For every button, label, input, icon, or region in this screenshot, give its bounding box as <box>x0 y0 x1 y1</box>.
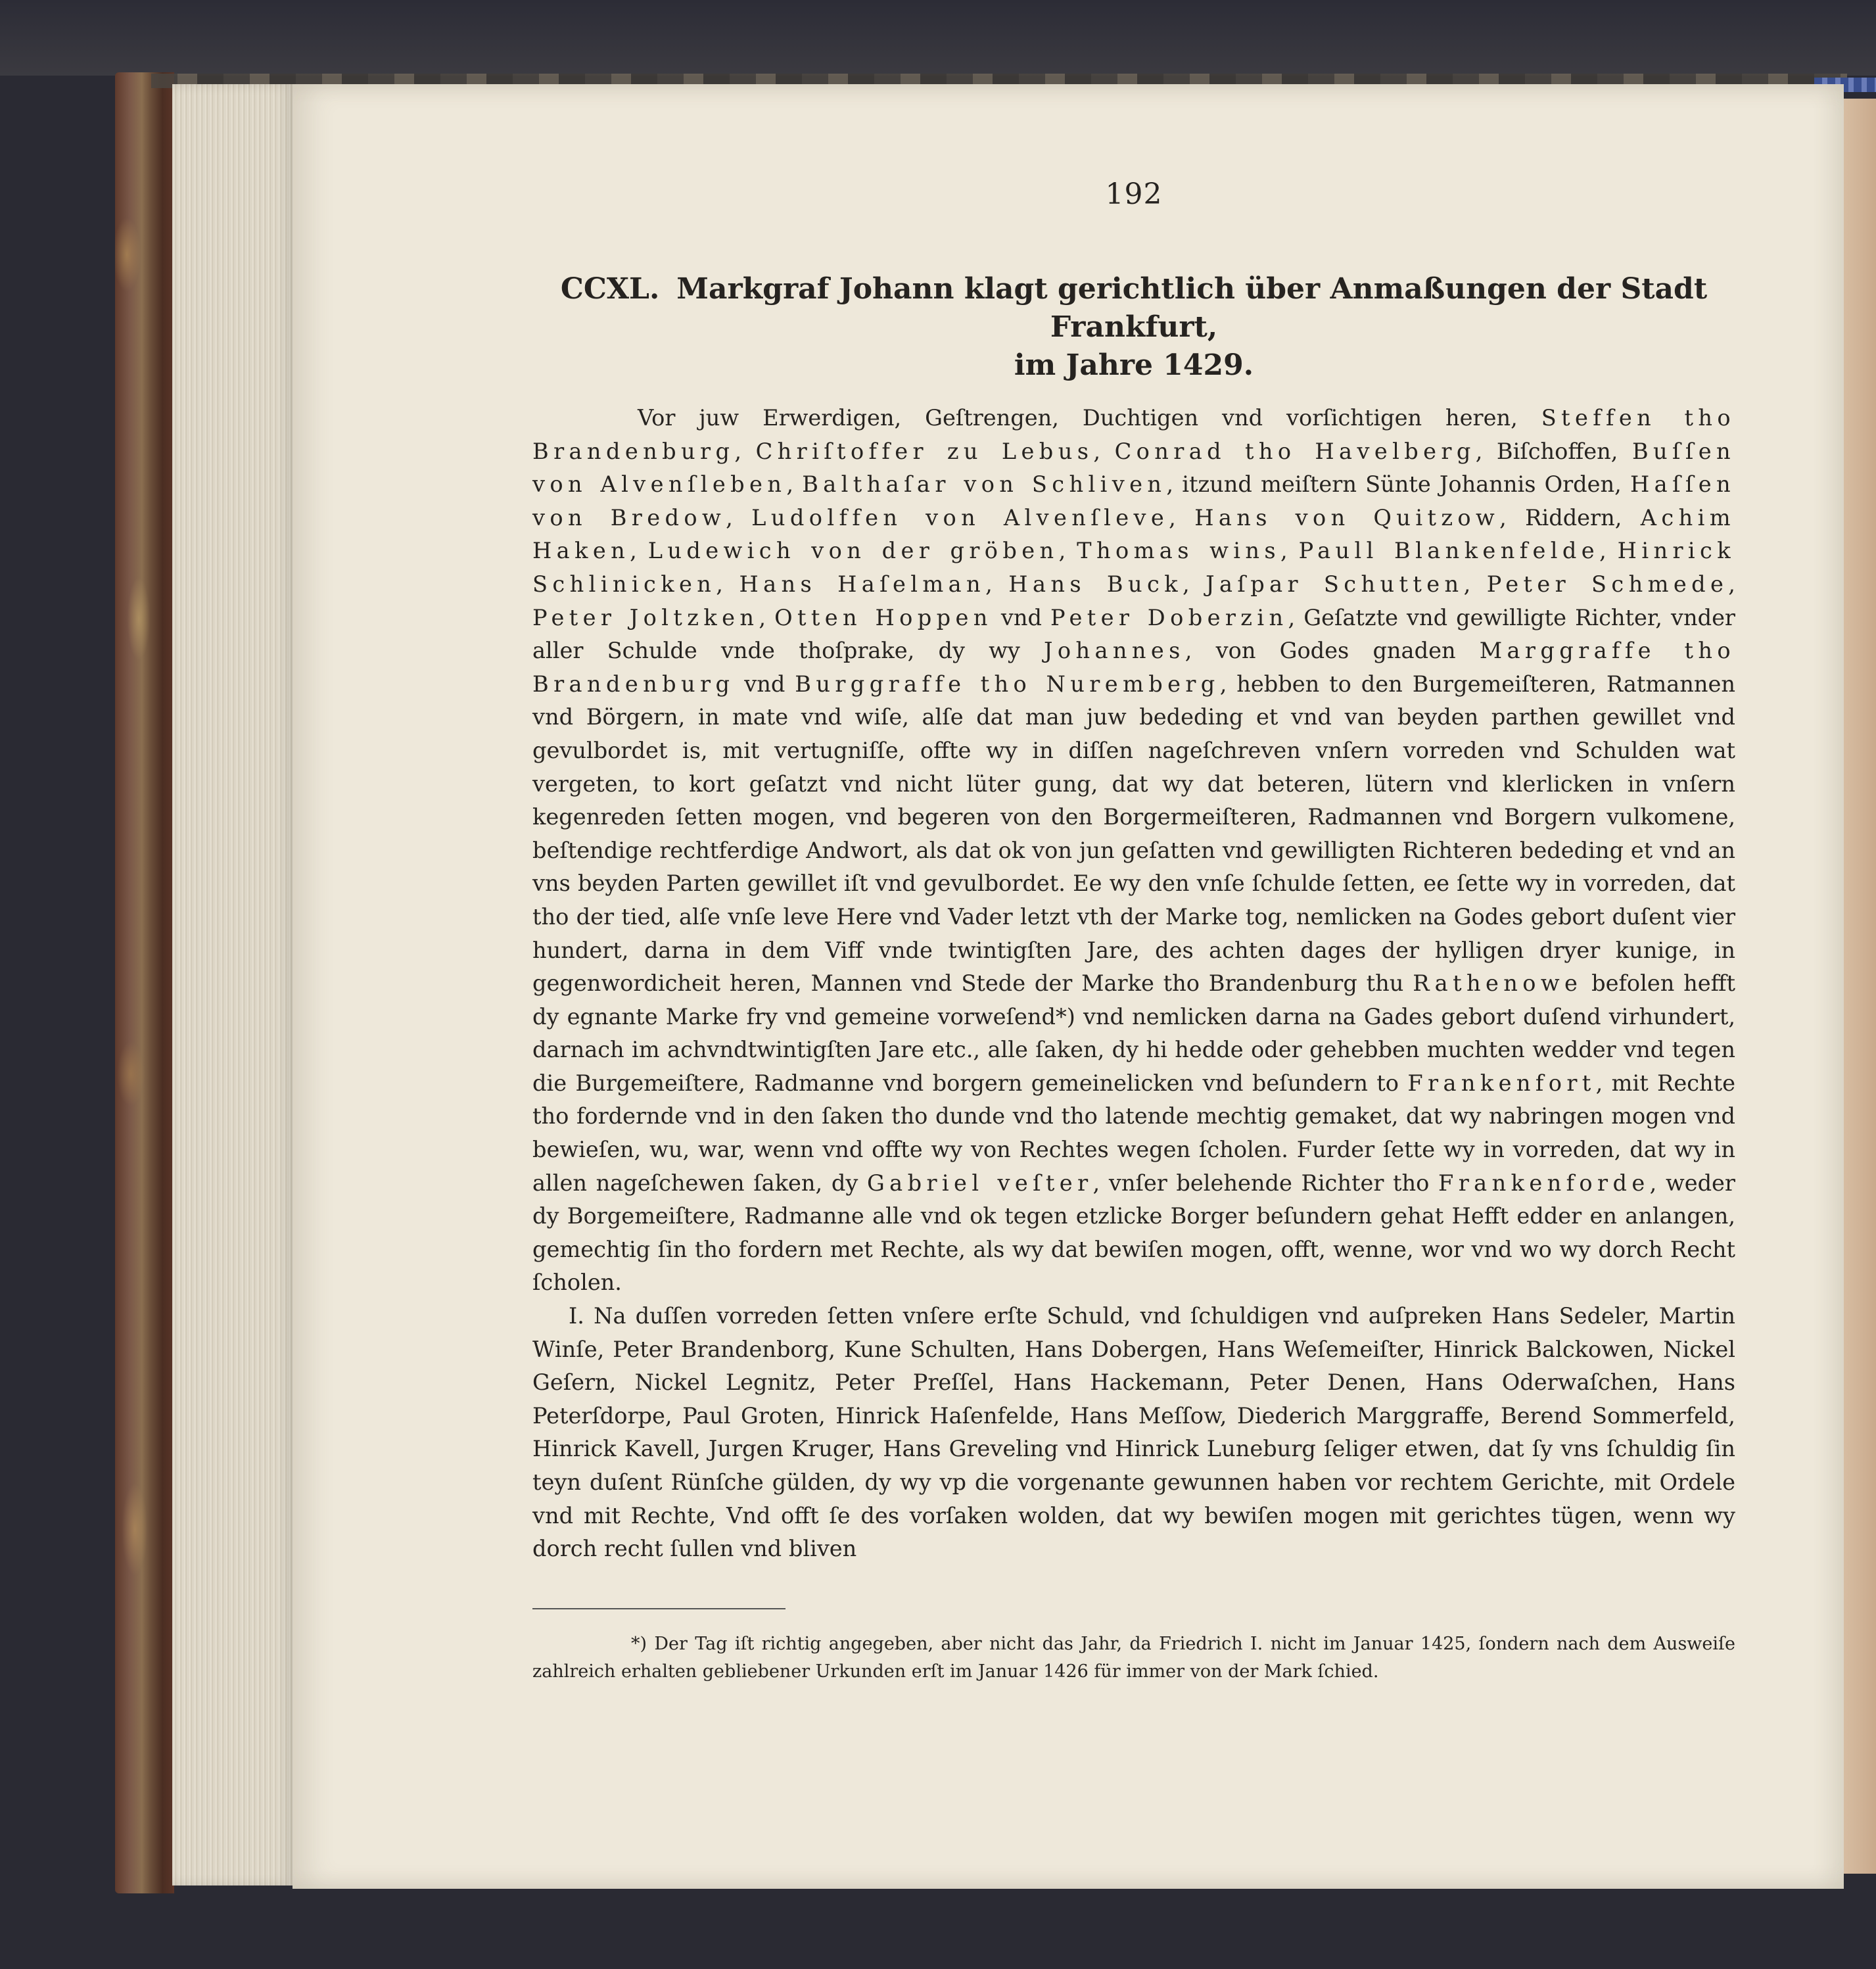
document-body <box>532 402 1735 1566</box>
name-spaced: Johannes <box>1043 638 1185 664</box>
scan-backdrop <box>0 0 1876 76</box>
text-run: , itzund meiſtern Sünte Johannis Orden, <box>1166 471 1630 498</box>
footnote-divider <box>532 1608 786 1609</box>
name-spaced: Burggraffe tho Nuremberg <box>795 671 1220 697</box>
text-run: , <box>759 604 775 630</box>
name-spaced: Frankenfort <box>1407 1070 1596 1096</box>
text-run: , <box>1169 504 1195 531</box>
text-run: , <box>1280 538 1299 564</box>
text-run: , weder dy Borgemeiſtere, Radmanne alle vnd ok tegen etzlicke Borger beſundern gehat Hefft edder en anlangen, gemechtig ſin tho fordern met Rechte, als wy dat bewiſen mogen, offt, wenne, wor vnd wo wy dorch Recht ſcholen. <box>532 1170 1735 1296</box>
text-run: , von Godes gnaden <box>1184 638 1480 664</box>
footnote: *) Der Tag iſt richtig angegeben, aber nicht das Jahr, da Friedrich I. nicht im Januar 1425, ſondern nach dem Ausweiſe zahlreich erhalten gebliebener Urkunden erſt im Januar 1426 für immer von der Mark ſchied. <box>532 1633 1735 1682</box>
name-spaced: Haſſen von Bredow <box>532 471 1736 531</box>
name-spaced: Peter Schmede <box>1486 571 1729 597</box>
text-run: Vor juw Erwerdigen, Geſtrengen, Duchtigen vnd vorſichtigen heren, <box>638 405 1541 431</box>
text-run: , <box>786 471 803 498</box>
name-spaced: Gabriel veſter <box>866 1170 1093 1196</box>
text-run: , <box>985 571 1009 597</box>
text-run: , mit Rechte tho fordernde vnd in den ſaken tho dunde vnd tho latende mechtig gemaket, dat wy nabringen mogen vnd bewieſen, wu, war, wenn vnd offte wy von Rechtes wegen ſcholen. Furder ſette wy in vorreden, dat wy in allen nageſchewen ſaken, dy <box>532 1070 1736 1196</box>
text-run: vnd <box>734 671 795 697</box>
name-spaced: Frankenforde <box>1438 1170 1650 1196</box>
text-run: , <box>716 571 739 597</box>
name-spaced: Rathenowe <box>1413 970 1583 997</box>
name-spaced: Paull Blankenfelde <box>1298 538 1600 564</box>
text-run: , <box>1463 571 1487 597</box>
name-spaced: Otten Hoppen <box>774 604 993 630</box>
name-spaced: Balthaſar von Schliven <box>802 471 1167 498</box>
text-run: , Biſchoffen, <box>1475 438 1632 464</box>
text-run: , Riddern, <box>1499 504 1641 531</box>
text-run: , vnſer belehende Richter tho <box>1092 1170 1439 1196</box>
page-number: 192 <box>1105 178 1163 211</box>
text-run: , <box>726 504 752 531</box>
paragraph-1 <box>532 402 1735 1300</box>
name-spaced: Hans von Quitzow <box>1194 504 1500 531</box>
name-spaced: Chriſtoffer zu Lebus <box>755 438 1094 464</box>
text-run: , <box>734 438 756 464</box>
name-spaced: Ludolffen von Alvenſleve <box>751 504 1169 531</box>
marbled-cover <box>115 72 154 1893</box>
document-heading <box>532 270 1735 385</box>
name-spaced: Thomas wins <box>1077 538 1281 564</box>
heading-line-2: im Jahre 1429. <box>1014 348 1254 382</box>
heading-line-1 <box>532 270 1735 346</box>
name-spaced: Peter Doberzin <box>1050 604 1288 630</box>
name-spaced: Buſſen von Alvenſleben <box>532 438 1735 498</box>
name-spaced: Peter Joltzken <box>532 604 759 630</box>
name-spaced: Hans Buck <box>1008 571 1183 597</box>
text-run: , hebben to den Burgemeiſteren, Ratmannen vnd Börgern, in mate vnd wiſe, alſe dat man juw bededing et vnd van beyden parthen gewillet vnd gevulbordet is, mit vertugniſſe, offte wy in diſſen nageſchreven vnſern vorreden vnd Schulden wat vergeten, to kort geſatzt vnd nicht lüter gung, dat wy dat beteren, lütern vnd klerlicken in vnſern kegenreden ſetten mogen, vnd begeren von den Borgermeiſteren, Radmannen vnd Borgern vulkomene, beſtendige rechtferdige Andwort, als dat ok von jun geſatten vnd gewilligten Richteren bededing et vnd an vns beyden Parten gewillet iſt vnd gevulbordet. Ee wy den vnſe ſchulde ſetten, ee ſette wy in vorreden, dat tho der tied, alſe vnſe leve Here vnd Vader letzt vth der Marke tog, nemlicken na Godes gebort duſent vier hundert, darna in dem Viff vnde twintigſten Jare, des achten dages der hylligen dryer kunige, in gegenwordicheit heren, Mannen vnd Stede der Marke tho Brandenburg thu <box>532 671 1735 997</box>
name-spaced: Ludewich von der gröben <box>647 538 1059 564</box>
text-run: befolen hefft dy egnante Marke fry vnd gemeine vorweſend*) vnd nemlicken darna na Gades gebort duſend virhundert, darnach im achvndtwintigſten Jare etc., alle ſaken, dy hi hedde oder gehebben muchten wedder vnd tegen die Burgemeiſtere, Radmanne vnd borgern gemeinelicken vnd beſundern to <box>532 970 1735 1096</box>
name-spaced: Jaſpar Schutten <box>1206 571 1464 597</box>
page-content <box>532 158 1735 1686</box>
name-spaced: Marggraffe tho Brandenburg <box>532 638 1735 697</box>
text-run: , <box>1182 571 1206 597</box>
name-spaced: Hans Haſelman <box>739 571 986 597</box>
text-run: , <box>1058 538 1077 564</box>
text-run: , <box>1728 571 1735 597</box>
text-run: , <box>1599 538 1618 564</box>
page-stack-edges <box>172 84 294 1886</box>
text-run: vnd <box>992 604 1051 630</box>
heading-title: Markgraf Johann klagt gerichtlich über Anmaßungen der Stadt Frankfurt, <box>676 272 1708 344</box>
document-number: CCXL. <box>560 272 660 306</box>
name-spaced: Conrad tho Havelberg <box>1114 438 1476 464</box>
name-spaced: Achim Haken <box>532 504 1735 564</box>
name-spaced: Steffen tho Brandenburg <box>532 405 1735 464</box>
name-spaced: Hinrick Schlinicken <box>532 538 1735 597</box>
paragraph-2: I. Na duſſen vorreden ſetten vnſere erſte Schuld, vnd ſchuldigen vnd auſpreken Hans Sedeler, Martin Winſe, Peter Brandenborg, Kune Schulten, Hans Dobergen, Hans Weſemeiſter, Hinrick Balckowen, Nickel Geſern, Nickel Legnitz, Peter Preſſel, Hans Hackemann, Peter Denen, Hans Oderwaſchen, Hans Peterſdorpe, Paul Groten, Hinrick Haſenfelde, Hans Meſſow, Diederich Marggraffe, Berend Sommerfeld, Hinrick Kavell, Jurgen Kruger, Hans Greveling vnd Hinrick Luneburg ſeliger etwen, dat ſy vns ſchuldig ſin teyn duſent Rünſche gülden, dy wy vp die vorgenante gewunnen haben vor rechtem Gerichte, mit Ordele vnd mit Rechte, Vnd offt ſe des vorſaken wolden, dat wy bewiſen mogen mit gerichtes tügen, wenn wy dorch recht ſullen vnd bliven <box>532 1303 1735 1562</box>
text-run: , Geſatzte vnd gewilligte Richter, vnder aller Schulde vnde thoſprake, dy wy <box>532 604 1735 664</box>
facing-page-edge <box>1841 99 1876 1874</box>
text-run: , <box>1093 438 1115 464</box>
text-run: , <box>630 538 648 564</box>
